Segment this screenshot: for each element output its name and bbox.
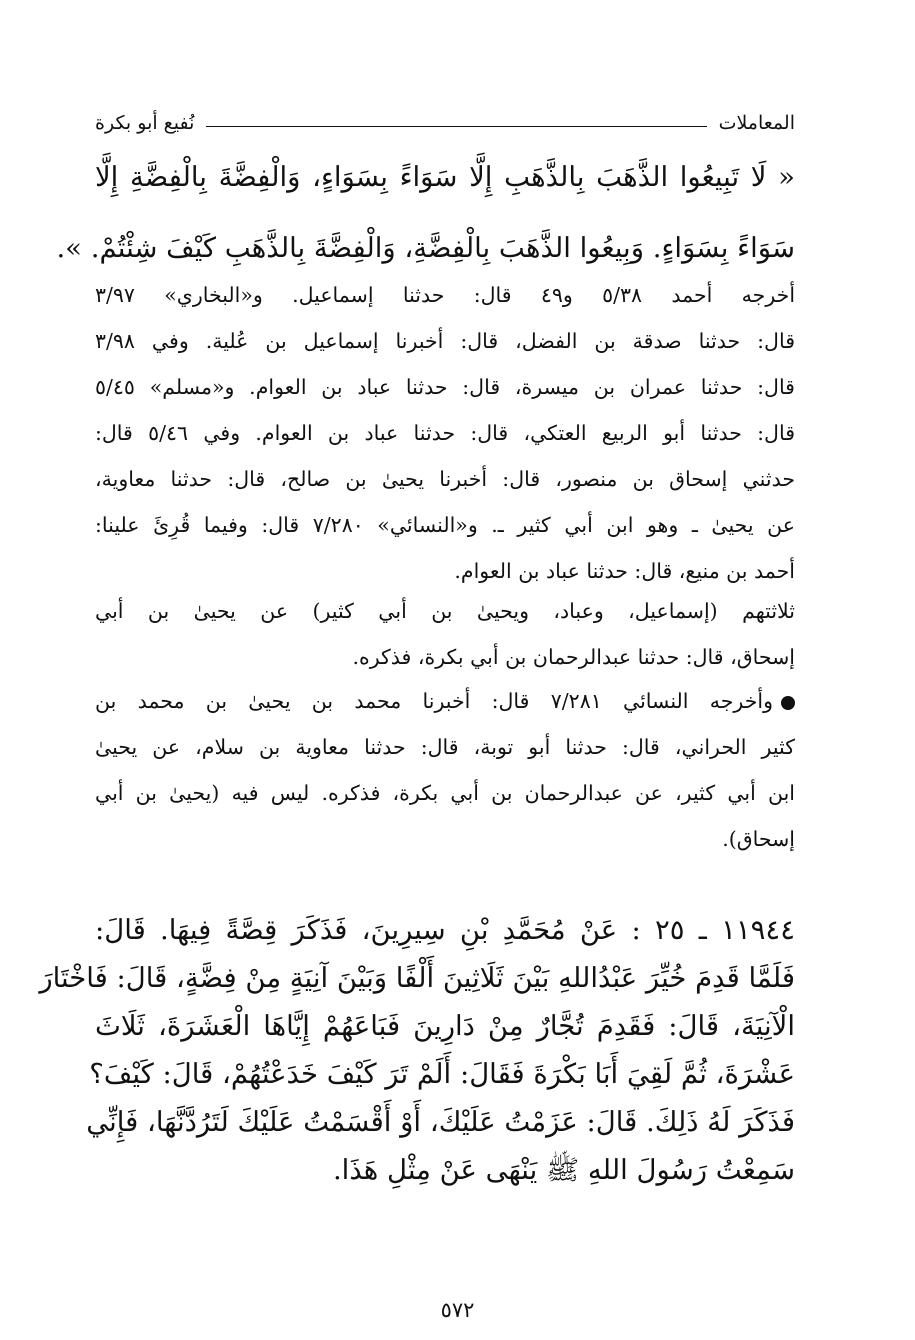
takhrij-line bbox=[95, 678, 795, 724]
takhrij-line: أخرجه أحمد ٥/٣٨ و٤٩ قال: حدثنا إسماعيل. و«البخاري» ٣/٩٧ bbox=[95, 283, 796, 307]
takhrij-line: إسحاق). bbox=[722, 827, 795, 851]
hadith-line: فَلَمَّا قَدِمَ خُيِّرَ عَبْدُاللهِ بَيْنَ ثَلَاثِينَ أَلْفًا وَبَيْنَ آنِيَةٍ مِنْ فِضَّةٍ، قَالَ: فَاخْتَارَ bbox=[39, 962, 795, 994]
takhrij-line: إسحاق، قال: حدثنا عبدالرحمان بن أبي بكرة، فذكره. bbox=[352, 645, 795, 669]
hadith-line: « لَا تَبِيعُوا الذَّهَبَ بِالذَّهَبِ إِلَّا سَوَاءً بِسَوَاءٍ، وَالْفِضَّةَ بِالْفِضَّةِ إِلَّا bbox=[95, 161, 795, 193]
header-rule bbox=[206, 126, 706, 127]
hadith-line: ١١٩٤٤ ـ ٢٥ : عَنْ مُحَمَّدِ بْنِ سِيرِينَ، فَذَكَرَ قِصَّةً فِيهَا. قَالَ: bbox=[95, 914, 795, 946]
takhrij-line: قال: حدثنا عمران بن ميسرة، قال: حدثنا عباد بن العوام. و«مسلم» ٥/٤٥ bbox=[95, 375, 795, 399]
hadith-line: عَشْرَةَ، ثُمَّ لَقِيَ أَبَا بَكْرَةَ فَقَالَ: أَلَمْ تَرَ كَيْفَ خَدَعْتُهُمْ، قَالَ: كَيْفَ؟ bbox=[89, 1058, 795, 1090]
takhrij-line: ابن أبي كثير، عن عبدالرحمان بن أبي بكرة، فذكره. ليس فيه (يحيىٰ بن أبي bbox=[95, 781, 795, 805]
hadith-text-1 bbox=[56, 155, 795, 271]
takhrij-paragraph-2 bbox=[95, 588, 795, 680]
takhrij-paragraph-1 bbox=[95, 272, 795, 594]
hadith-line: فَذَكَرَ لَهُ ذَلِكَ. قَالَ: عَزَمْتُ عَلَيْكَ، أَوْ أَقْسَمْتُ عَلَيْكَ لَتَرُدَّنَّهَا، فَإِنِّي bbox=[86, 1106, 795, 1138]
running-header bbox=[95, 108, 795, 138]
takhrij-line: قال: حدثنا أبو الربيع العتكي، قال: حدثنا عباد بن العوام. وفي ٥/٤٦ قال: bbox=[95, 421, 795, 445]
takhrij-line: قال: حدثنا صدقة بن الفضل، قال: أخبرنا إسماعيل بن عُلية. وفي ٣/٩٨ bbox=[95, 329, 795, 353]
hadith-line: سَوَاءً بِسَوَاءٍ. وَبِيعُوا الذَّهَبَ بِالْفِضَّةِ، وَالْفِضَّةَ بِالذَّهَبِ كَيْفَ شِئْتُمْ. ». bbox=[56, 232, 795, 264]
hadith-line: الْآنِيَةَ، قَالَ: فَقَدِمَ تُجَّارٌ مِنْ دَارِينَ فَبَاعَهُمْ إِيَّاهَا الْعَشَرَةَ، ثَلَاثَ bbox=[95, 1010, 795, 1042]
takhrij-line: ثلاثتهم (إسماعيل، وعباد، ويحيىٰ بن أبي كثير) عن يحيىٰ بن أبي bbox=[95, 599, 795, 623]
takhrij-paragraph-3 bbox=[95, 678, 795, 862]
chapter-title: المعاملات bbox=[718, 111, 795, 134]
takhrij-line: أحمد بن منيع، قال: حدثنا عباد بن العوام. bbox=[454, 559, 795, 583]
takhrij-line-text: وأخرجه النسائي ٧/٢٨١ قال: أخبرنا محمد بن يحيىٰ بن محمد بن bbox=[95, 689, 773, 713]
takhrij-line: حدثني إسحاق بن منصور، قال: أخبرنا يحيىٰ بن صالح، قال: حدثنا معاوية، bbox=[95, 467, 795, 491]
hadith-text-2 bbox=[39, 906, 795, 1194]
takhrij-line: كثير الحراني، قال: حدثنا أبو توبة، قال: حدثنا معاوية بن سلام، عن يحيىٰ bbox=[95, 735, 795, 759]
takhrij-line: عن يحيىٰ ـ وهو ابن أبي كثير ـ. و«النسائي» ٧/٢٨٠ قال: وفيما قُرِئَ علينا: bbox=[95, 513, 795, 537]
narrator-title: نُفيع أبو بكرة bbox=[95, 111, 195, 134]
page-number: ٥٧٢ bbox=[440, 1298, 475, 1322]
hadith-line: سَمِعْتُ رَسُولَ اللهِ ﷺ يَنْهَى عَنْ مِثْلِ هَذَا. bbox=[332, 1154, 795, 1186]
bullet-icon bbox=[781, 696, 795, 710]
